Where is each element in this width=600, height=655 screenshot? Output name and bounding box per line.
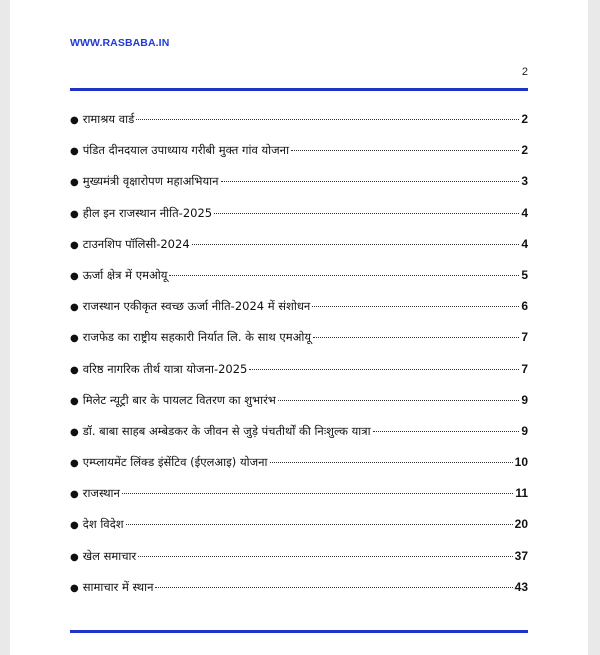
toc-entry-page: 9 — [521, 392, 528, 407]
toc-entry-title: ऊर्जा क्षेत्र में एमओयू — [82, 267, 168, 282]
toc-entry-page: 9 — [521, 423, 528, 438]
bullet-icon: ● — [70, 115, 79, 126]
toc-entry-page: 2 — [521, 112, 528, 126]
toc-entry-title: राजफेड का राष्ट्रीय सहकारी निर्यात लि. के साथ एमओयू — [82, 330, 312, 345]
toc-entry-page: 7 — [521, 330, 528, 345]
dot-leader — [221, 181, 520, 182]
toc-entry-page: 4 — [521, 236, 528, 251]
toc-entry[interactable] — [70, 229, 528, 260]
toc-entry[interactable] — [70, 572, 528, 603]
dot-leader — [270, 462, 513, 463]
bullet-icon: ● — [70, 364, 79, 376]
document-page — [10, 0, 588, 655]
dot-leader — [138, 556, 512, 557]
toc-entry[interactable] — [70, 198, 528, 229]
dot-leader — [126, 524, 513, 525]
page-number: 2 — [521, 66, 528, 78]
header-rule — [70, 88, 528, 91]
dot-leader — [192, 244, 520, 245]
bullet-icon: ● — [70, 333, 79, 345]
toc-entry-title: खेल समाचार — [82, 548, 137, 563]
toc-entry-title: रामाश्रय वार्ड — [82, 112, 135, 126]
toc-entry[interactable] — [70, 104, 528, 135]
bullet-icon: ● — [70, 270, 79, 282]
dot-leader — [249, 369, 519, 370]
toc-entry[interactable] — [70, 509, 528, 540]
footer-rule — [70, 630, 528, 633]
dot-leader — [278, 400, 519, 401]
dot-leader — [312, 306, 519, 307]
bullet-icon: ● — [70, 458, 79, 470]
toc-entry[interactable] — [70, 322, 528, 353]
toc-entry-page: 10 — [514, 455, 528, 470]
toc-entry[interactable] — [70, 416, 528, 447]
toc-entry-page: 43 — [514, 579, 528, 594]
toc-entry-title: वरिष्ठ नागरिक तीर्थ यात्रा योजना-2025 — [82, 361, 248, 376]
bullet-icon: ● — [70, 177, 79, 189]
toc-entry-page: 3 — [521, 174, 528, 189]
table-of-contents — [70, 104, 528, 603]
dot-leader — [122, 493, 513, 494]
toc-entry[interactable] — [70, 260, 528, 291]
toc-entry-title: मिलेट न्यूट्री बार के पायलट वितरण का शुभारंभ — [82, 392, 276, 407]
bullet-icon: ● — [70, 551, 79, 563]
toc-entry-title: हील इन राजस्थान नीति-2025 — [82, 205, 213, 220]
bullet-icon: ● — [70, 239, 79, 251]
toc-entry-page: 2 — [521, 143, 528, 158]
dot-leader — [169, 275, 519, 276]
toc-entry-title: सामाचार में स्थान — [82, 579, 154, 594]
bullet-icon: ● — [70, 395, 79, 407]
dot-leader — [155, 587, 512, 588]
toc-entry[interactable] — [70, 135, 528, 166]
toc-entry[interactable] — [70, 478, 528, 509]
toc-entry-title: मुख्यमंत्री वृक्षारोपण महाअभियान — [82, 174, 219, 189]
dot-leader — [136, 119, 519, 120]
dot-leader — [373, 431, 520, 432]
toc-entry[interactable] — [70, 354, 528, 385]
toc-entry[interactable] — [70, 447, 528, 478]
bullet-icon: ● — [70, 146, 79, 158]
toc-entry-page: 4 — [521, 205, 528, 220]
toc-entry-title: राजस्थान एकीकृत स्वच्छ ऊर्जा नीति-2024 में संशोधन — [82, 299, 311, 314]
bullet-icon: ● — [70, 489, 79, 501]
bullet-icon: ● — [70, 426, 79, 438]
toc-entry-page: 7 — [521, 361, 528, 376]
toc-entry[interactable] — [70, 166, 528, 197]
dot-leader — [313, 337, 519, 338]
bullet-icon: ● — [70, 302, 79, 314]
toc-entry[interactable] — [70, 291, 528, 322]
bullet-icon: ● — [70, 208, 79, 220]
dot-leader — [291, 150, 519, 151]
bullet-icon: ● — [70, 582, 79, 594]
toc-entry[interactable] — [70, 385, 528, 416]
toc-entry-page: 5 — [521, 267, 528, 282]
toc-entry-page: 37 — [514, 548, 528, 563]
toc-entry-page: 20 — [514, 517, 528, 532]
site-url[interactable]: WWW.RASBABA.IN — [70, 37, 170, 49]
toc-entry-page: 11 — [515, 486, 528, 501]
toc-entry[interactable] — [70, 541, 528, 572]
toc-entry-title: एम्प्लायमेंट लिंक्ड इंसेंटिव (ईएलआइ) योजना — [82, 455, 268, 470]
toc-entry-page: 6 — [521, 299, 528, 314]
toc-entry-title: पंडित दीनदयाल उपाध्याय गरीबी मुक्त गांव योजना — [82, 143, 290, 158]
toc-entry-title: राजस्थान — [82, 486, 120, 501]
toc-entry-title: टाउनशिप पॉलिसी-2024 — [82, 236, 190, 251]
dot-leader — [214, 213, 519, 214]
toc-entry-title: देश विदेश — [82, 517, 124, 532]
toc-entry-title: डॉ. बाबा साहब अम्बेडकर के जीवन से जुड़े पंचतीर्थों की निःशुल्क यात्रा — [82, 423, 371, 438]
bullet-icon: ● — [70, 520, 79, 532]
